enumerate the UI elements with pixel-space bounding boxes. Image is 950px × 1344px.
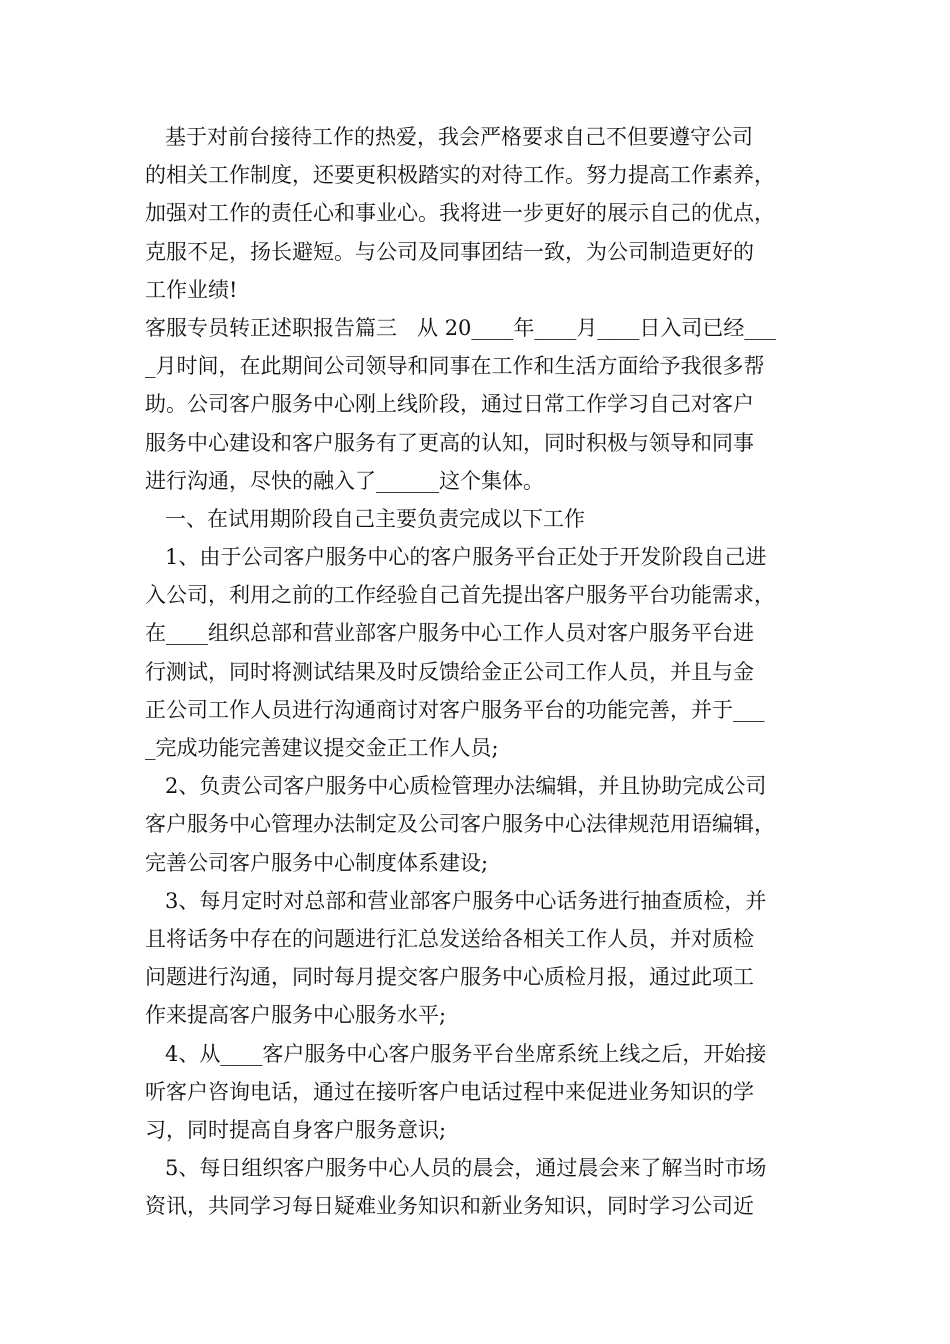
list-item-line: 听客户咨询电话，通过在接听客户电话过程中来促进业务知识的学	[145, 1079, 754, 1104]
paragraph-line: 助。公司客户服务中心刚上线阶段，通过日常工作学习自己对客户	[145, 392, 754, 417]
paragraph-line: 进行沟通，尽快的融入了______这个集体。	[145, 468, 544, 493]
paragraph-line: 服务中心建设和客户服务有了更高的认知，同时积极与领导和同事	[145, 430, 754, 455]
paragraph-line: 工作业绩!	[145, 277, 238, 302]
paragraph-line: 的相关工作制度，还要更积极踏实的对待工作。努力提高工作素养，	[145, 163, 775, 188]
section-title-line: 客服专员转正述职报告篇三 从 20____年____月____日入司已经___	[145, 315, 776, 340]
list-heading: 一、在试用期阶段自己主要负责完成以下工作	[145, 506, 586, 531]
paragraph-line: 克服不足，扬长避短。与公司及同事团结一致，为公司制造更好的	[145, 239, 754, 264]
list-item-line: 习，同时提高自身客户服务意识;	[145, 1117, 447, 1142]
list-item-line: 正公司工作人员进行沟通商讨对客户服务平台的功能完善，并于___	[145, 697, 765, 722]
list-item-line: 4、从____客户服务中心客户服务平台坐席系统上线之后，开始接	[145, 1041, 767, 1066]
list-item-line: 3、每月定时对总部和营业部客户服务中心话务进行抽查质检，并	[145, 888, 767, 913]
list-item-line: 客户服务中心管理办法制定及公司客户服务中心法律规范用语编辑，	[145, 812, 775, 837]
paragraph-line: 加强对工作的责任心和事业心。我将进一步更好的展示自己的优点，	[145, 201, 775, 226]
list-item-line: 资讯，共同学习每日疑难业务知识和新业务知识，同时学习公司近	[145, 1194, 754, 1219]
list-item-line: 2、负责公司客户服务中心质检管理办法编辑，并且协助完成公司	[145, 774, 767, 799]
paragraph-line: 基于对前台接待工作的热爱，我会严格要求自己不但要遵守公司	[145, 125, 754, 149]
document-body	[145, 118, 815, 1225]
list-item-line: 5、每日组织客户服务中心人员的晨会，通过晨会来了解当时市场	[145, 1156, 767, 1181]
list-item-line: _完成功能完善建议提交金正工作人员;	[145, 736, 499, 760]
list-item-line: 问题进行沟通，同时每月提交客户服务中心质检月报，通过此项工	[145, 965, 754, 990]
list-item-line: 1、由于公司客户服务中心的客户服务平台正处于开发阶段自己进	[145, 545, 767, 570]
list-item-line: 行测试，同时将测试结果及时反馈给金正公司工作人员，并且与金	[145, 659, 754, 684]
list-item-line: 作来提高客户服务中心服务水平;	[145, 1003, 447, 1028]
list-item-line: 在____组织总部和营业部客户服务中心工作人员对客户服务平台进	[145, 621, 754, 646]
list-item-line: 且将话务中存在的问题进行汇总发送给各相关工作人员，并对质检	[145, 926, 754, 951]
paragraph-line: _月时间，在此期间公司领导和同事在工作和生活方面给予我很多帮	[145, 354, 765, 379]
list-item-line: 入公司，利用之前的工作经验自己首先提出客户服务平台功能需求，	[145, 583, 775, 608]
list-item-line: 完善公司客户服务中心制度体系建设;	[145, 850, 489, 875]
